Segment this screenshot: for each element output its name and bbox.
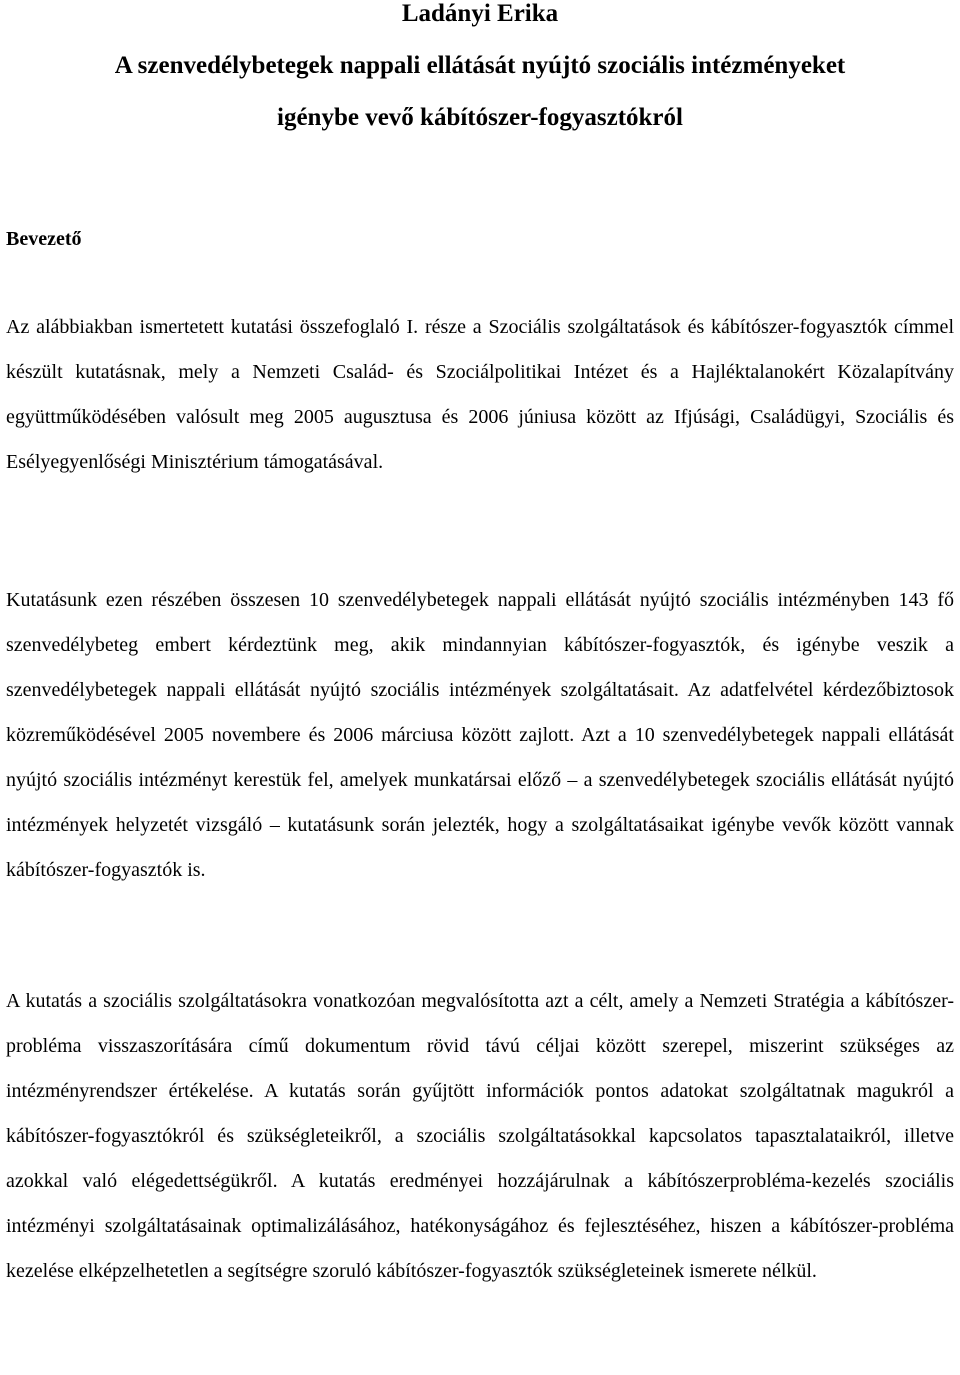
title-line-1: A szenvedélybetegek nappali ellátását nyújtó szociális intézményeket — [114, 52, 846, 79]
document-page — [6, 0, 954, 1282]
author-name: Ladányi Erika — [401, 0, 559, 27]
paragraph-goals: A kutatás a szociális szolgáltatásokra vonatkozóan megvalósította azt a célt, amely a Nemzeti Stratégia a kábítószer-probléma visszaszorítására című dokumentum rövid távú céljai között szerepel, miszerint szükséges az intézményrendszer értékelése. A kutatás során gyűjtött információk pontos adatokat szolgáltatnak magukról a kábítószer-fogyasztókról és szükségleteikről, a szociális szolgáltatásokkal kapcsolatos tapasztalataikról, illetve azokkal való elégedettségükről. A kutatás eredményei hozzájárulnak a kábítószerprobléma-kezelés szociális intézményi szolgáltatásainak optimalizálásához, hatékonyságához és fejlesztéséhez, hiszen a kábítószer-probléma kezelése elképzelhetetlen a segítségre szoruló kábítószer-fogyasztók szükségleteinek ismerete nélkül. — [6, 990, 954, 1282]
title-line-2: igénybe vevő kábítószer-fogyasztókról — [277, 104, 683, 131]
paragraph-method: Kutatásunk ezen részében összesen 10 szenvedélybetegek nappali ellátását nyújtó szociális intézményben 143 fő szenvedélybeteg embert kérdeztünk meg, akik mindannyian kábítószer-fogyasztók, és igénybe veszik a szenvedélybetegek nappali ellátását nyújtó szociális intézmények szolgáltatásait. Az adatfelvétel kérdezőbiztosok közreműködésével 2005 novembere és 2006 márciusa között zajlott. Azt a 10 szenvedélybetegek nappali ellátását nyújtó szociális intézményt kerestük fel, amelyek munkatársai előző – a szenvedélybetegek szociális ellátását nyújtó intézmények helyzetét vizsgáló – kutatásunk során jelezték, hogy a szolgáltatásaikat igénybe vevők között vannak kábítószer-fogyasztók is. — [6, 589, 954, 881]
document-title-block — [6, 0, 954, 144]
paragraph-intro: Az alábbiakban ismertetett kutatási összefoglaló I. része a Szociális szolgáltatások és kábítószer-fogyasztók címmel készült kutatásnak, mely a Nemzeti Család- és Szociálpolitikai Intézet és a Hajléktalanokért Közalapítvány együttműködésében valósult meg 2005 augusztusa és 2006 júniusa között az Ifjúsági, Családügyi, Szociális és Esélyegyenlőségi Minisztérium támogatásával. — [6, 316, 954, 473]
section-heading: Bevezető — [6, 228, 82, 250]
